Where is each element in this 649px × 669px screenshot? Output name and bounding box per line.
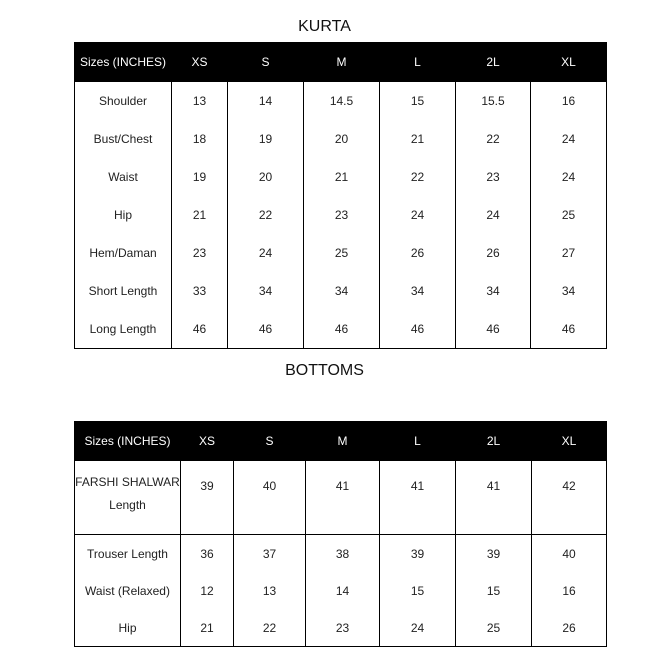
row-label-cell: Trouser Length — [75, 535, 181, 573]
value-cell: 22 — [228, 196, 304, 234]
header-cell: L — [380, 43, 456, 82]
value-cell: 15 — [380, 572, 456, 609]
value-cell: 25 — [531, 196, 607, 234]
header-cell: XL — [531, 43, 607, 82]
value-cell: 23 — [172, 234, 228, 272]
header-cell: XS — [181, 422, 234, 461]
value-cell: 41 — [380, 461, 456, 535]
value-cell: 21 — [304, 158, 380, 196]
value-cell: 12 — [181, 572, 234, 609]
value-cell: 20 — [228, 158, 304, 196]
value-cell: 34 — [456, 272, 531, 310]
value-cell: 22 — [456, 120, 531, 158]
value-cell: 22 — [234, 609, 306, 647]
value-cell: 42 — [532, 461, 607, 535]
table-row — [75, 535, 607, 573]
header-cell: Sizes (INCHES) — [75, 422, 181, 461]
value-cell: 40 — [234, 461, 306, 535]
value-cell: 40 — [532, 535, 607, 573]
table-row — [75, 609, 607, 647]
row-label-cell: Hem/Daman — [75, 234, 172, 272]
header-cell: Sizes (INCHES) — [75, 43, 172, 82]
value-cell: 46 — [304, 310, 380, 349]
header-cell: 2L — [456, 422, 532, 461]
value-cell: 26 — [532, 609, 607, 647]
kurta-size-table — [74, 42, 607, 349]
row-label-cell: FARSHI SHALWAR Length — [75, 461, 181, 535]
header-cell: XS — [172, 43, 228, 82]
value-cell: 41 — [306, 461, 380, 535]
value-cell: 13 — [234, 572, 306, 609]
value-cell: 24 — [380, 196, 456, 234]
value-cell: 34 — [380, 272, 456, 310]
header-cell: 2L — [456, 43, 531, 82]
value-cell: 21 — [181, 609, 234, 647]
row-label-cell: Waist (Relaxed) — [75, 572, 181, 609]
value-cell: 39 — [181, 461, 234, 535]
value-cell: 34 — [228, 272, 304, 310]
bottoms-header-row — [75, 422, 607, 461]
value-cell: 15 — [456, 572, 532, 609]
value-cell: 46 — [172, 310, 228, 349]
value-cell: 26 — [380, 234, 456, 272]
row-label-cell: Shoulder — [75, 82, 172, 121]
header-cell: XL — [532, 422, 607, 461]
value-cell: 21 — [380, 120, 456, 158]
value-cell: 39 — [456, 535, 532, 573]
value-cell: 16 — [532, 572, 607, 609]
row-label-cell: Hip — [75, 609, 181, 647]
row-label-cell: Waist — [75, 158, 172, 196]
row-label-cell: Long Length — [75, 310, 172, 349]
value-cell: 19 — [228, 120, 304, 158]
kurta-header-row — [75, 43, 607, 82]
value-cell: 41 — [456, 461, 532, 535]
value-cell: 14.5 — [304, 82, 380, 121]
table-row — [75, 82, 607, 121]
row-label-cell: Bust/Chest — [75, 120, 172, 158]
value-cell: 21 — [172, 196, 228, 234]
row-label-cell: Short Length — [75, 272, 172, 310]
value-cell: 23 — [456, 158, 531, 196]
value-cell: 46 — [531, 310, 607, 349]
value-cell: 23 — [304, 196, 380, 234]
table-row — [75, 310, 607, 349]
value-cell: 46 — [380, 310, 456, 349]
header-cell: M — [304, 43, 380, 82]
value-cell: 22 — [380, 158, 456, 196]
value-cell: 25 — [456, 609, 532, 647]
bottoms-title: BOTTOMS — [285, 362, 364, 379]
value-cell: 24 — [531, 158, 607, 196]
value-cell: 34 — [304, 272, 380, 310]
value-cell: 36 — [181, 535, 234, 573]
value-cell: 23 — [306, 609, 380, 647]
value-cell: 33 — [172, 272, 228, 310]
bottoms-size-table — [74, 421, 607, 647]
value-cell: 15 — [380, 82, 456, 121]
table-row — [75, 196, 607, 234]
value-cell: 46 — [228, 310, 304, 349]
value-cell: 20 — [304, 120, 380, 158]
value-cell: 38 — [306, 535, 380, 573]
header-cell: M — [306, 422, 380, 461]
value-cell: 24 — [380, 609, 456, 647]
value-cell: 24 — [228, 234, 304, 272]
value-cell: 14 — [306, 572, 380, 609]
value-cell: 13 — [172, 82, 228, 121]
value-cell: 24 — [531, 120, 607, 158]
table-row — [75, 461, 607, 535]
row-label-cell: Hip — [75, 196, 172, 234]
value-cell: 39 — [380, 535, 456, 573]
value-cell: 37 — [234, 535, 306, 573]
header-cell: S — [234, 422, 306, 461]
table-row — [75, 572, 607, 609]
value-cell: 18 — [172, 120, 228, 158]
value-cell: 16 — [531, 82, 607, 121]
table-row — [75, 272, 607, 310]
value-cell: 15.5 — [456, 82, 531, 121]
value-cell: 46 — [456, 310, 531, 349]
value-cell: 14 — [228, 82, 304, 121]
value-cell: 27 — [531, 234, 607, 272]
kurta-title: KURTA — [298, 18, 351, 35]
table-row — [75, 158, 607, 196]
header-cell: L — [380, 422, 456, 461]
table-row — [75, 234, 607, 272]
value-cell: 19 — [172, 158, 228, 196]
value-cell: 34 — [531, 272, 607, 310]
value-cell: 25 — [304, 234, 380, 272]
header-cell: S — [228, 43, 304, 82]
table-row — [75, 120, 607, 158]
value-cell: 24 — [456, 196, 531, 234]
value-cell: 26 — [456, 234, 531, 272]
